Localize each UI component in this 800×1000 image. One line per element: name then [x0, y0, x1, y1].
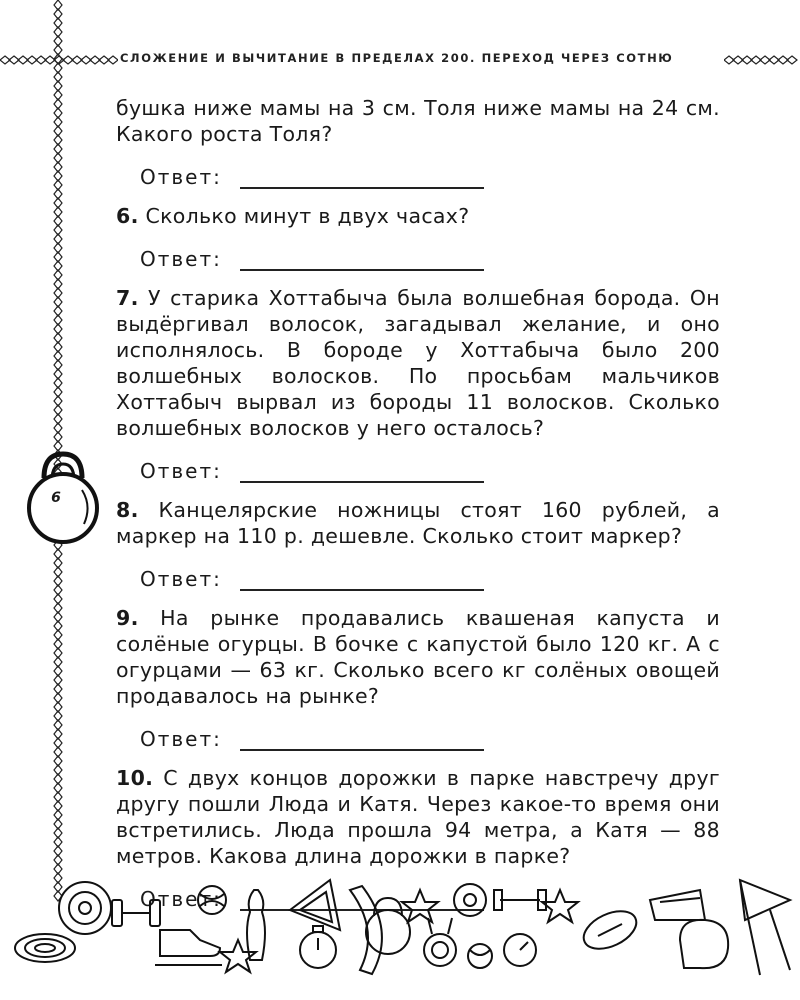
task-6: [116, 203, 720, 271]
section-title: СЛОЖЕНИЕ И ВЫЧИТАНИЕ В ПРЕДЕЛАХ 200. ПЕРЕХОД ЧЕРЕЗ СОТНЮ: [120, 51, 674, 65]
task-text: бушка ниже мамы на 3 см. Толя ниже мамы на 24 см. Какого роста Толя?: [116, 96, 720, 146]
task-number: 6.: [116, 204, 139, 228]
answer-row: [140, 721, 720, 751]
task-text: [116, 605, 720, 709]
task-number: 10.: [116, 766, 154, 790]
task-7: [116, 285, 720, 483]
answer-line[interactable]: [240, 459, 484, 483]
task-text: [116, 203, 720, 229]
task-body: С двух концов дорожки в парке навстречу друг другу пошли Люда и Катя. Через какое-то время они встретились. Люда прошла 94 метра, а Катя — 88 метров. Какова длина дорожки в парке?: [116, 766, 720, 868]
task-body: На рынке продавались квашеная капуста и солёные огурцы. В бочке с капустой было 120 кг. А с огурцами — 63 кг. Сколько всего кг солёных овощей продавалось на рынке?: [116, 606, 720, 708]
task-number: 9.: [116, 606, 139, 630]
answer-label: Ответ:: [140, 727, 222, 751]
answer-row: [140, 241, 720, 271]
answer-label: Ответ:: [140, 567, 222, 591]
answer-line[interactable]: [240, 247, 484, 271]
answer-line[interactable]: [240, 165, 484, 189]
task-8: [116, 497, 720, 591]
answer-row: [140, 453, 720, 483]
task-number: 8.: [116, 498, 139, 522]
task-text: [116, 285, 720, 441]
answer-line[interactable]: [240, 567, 484, 591]
chain-border-left: [0, 52, 118, 68]
sports-equipment-strip: [0, 870, 800, 980]
answer-label: Ответ:: [140, 165, 222, 189]
answer-line[interactable]: [240, 727, 484, 751]
task-continuation: [116, 95, 720, 189]
task-number: 7.: [116, 286, 139, 310]
answer-label: Ответ:: [140, 887, 222, 911]
task-text: [116, 497, 720, 549]
task-body: Сколько минут в двух часах?: [138, 204, 470, 228]
task-body: У старика Хоттабыча была волшебная борода. Он выдёргивал волосок, загадывал желание, и оно исполнялось. В бороде у Хоттабыча было 200 волшебных волосков. По просьбам мальчиков Хоттабыч вырвал из бороды 11 волосков. Сколько волшебных волосков у него осталось?: [116, 286, 720, 440]
page-number: 6: [51, 490, 61, 506]
chain-border-right: [724, 52, 800, 68]
answer-label: Ответ:: [140, 247, 222, 271]
task-body: Канцелярские ножницы стоят 160 рублей, а маркер на 110 р. дешевле. Сколько стоит маркер?: [116, 498, 720, 548]
exercise-list: [116, 95, 720, 911]
task-9: [116, 605, 720, 751]
task-text: [116, 765, 720, 869]
answer-row: [140, 159, 720, 189]
answer-label: Ответ:: [140, 459, 222, 483]
answer-row: [140, 561, 720, 591]
